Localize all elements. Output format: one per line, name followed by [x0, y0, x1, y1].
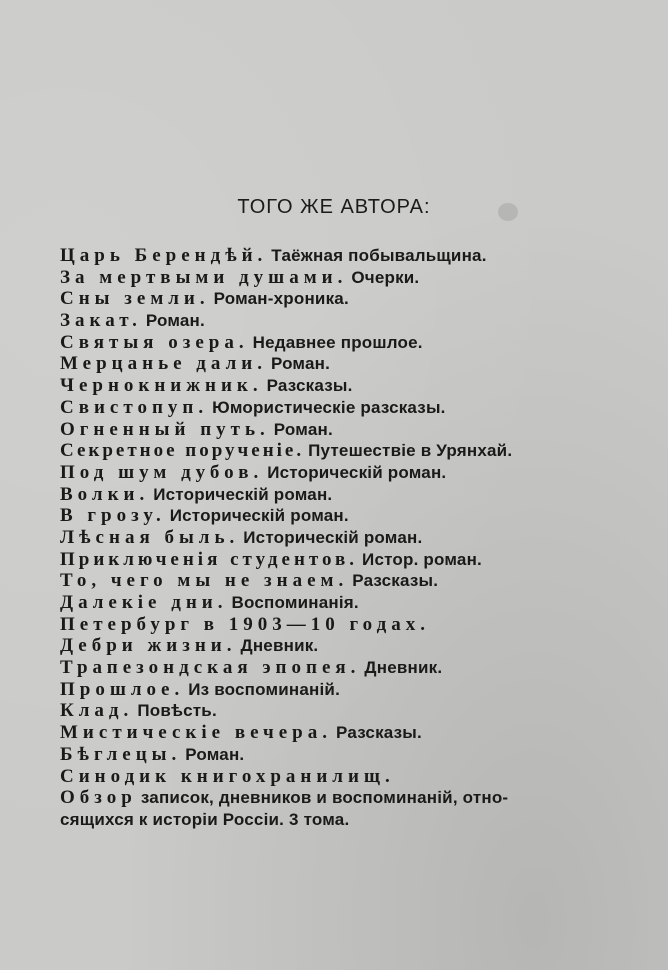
work-description: Роман. — [145, 311, 205, 331]
work-title: Обзор — [60, 787, 137, 809]
work-title: То, чего мы не знаем. — [60, 570, 349, 592]
list-item — [60, 484, 660, 506]
work-title: Царь Берендѣй. — [60, 245, 268, 266]
list-item — [60, 267, 660, 289]
list-item — [60, 614, 660, 636]
work-description: Историческій роман. — [267, 462, 447, 482]
work-title: Петербург в 1903—10 годах. — [60, 613, 430, 635]
work-description: Дневник. — [240, 636, 319, 656]
list-item — [60, 310, 660, 332]
page-heading: ТОГО ЖЕ АВТОРА: — [237, 196, 431, 218]
work-description: Истор. роман. — [362, 549, 482, 569]
work-title: Мерцанье дали. — [60, 353, 267, 375]
list-item-continuation — [60, 809, 660, 831]
work-description: Роман. — [185, 744, 245, 764]
list-item — [60, 245, 660, 267]
work-description: Таёжная побывальщина. — [271, 246, 487, 265]
list-item — [60, 549, 660, 571]
list-item — [60, 679, 660, 701]
list-item — [60, 657, 660, 679]
list-item — [60, 375, 660, 397]
work-description: Роман. — [270, 354, 331, 374]
work-title: Приключенія студентов. — [60, 548, 359, 570]
work-description: Путешествіе в Урянхай. — [308, 441, 513, 461]
list-item — [60, 440, 660, 462]
work-title: В грозу. — [60, 505, 166, 527]
work-title: Синодик книгохранилищ. — [60, 765, 395, 787]
work-description: Очерки. — [351, 267, 420, 287]
list-item — [60, 419, 660, 441]
work-title: Клад. — [60, 700, 134, 722]
work-title: Закат. — [60, 310, 142, 332]
work-description: Юмористическіе разсказы. — [212, 397, 446, 417]
work-description: Разсказы. — [336, 723, 422, 743]
work-description: Дневник. — [364, 658, 443, 678]
list-item — [60, 527, 660, 549]
work-title: Чернокнижник. — [60, 375, 263, 397]
list-item — [60, 462, 660, 484]
work-description: Повѣсть. — [137, 701, 217, 721]
work-description: Роман. — [273, 419, 333, 439]
work-description: Разсказы. — [352, 571, 439, 591]
work-description: Роман-хроника. — [213, 289, 349, 309]
work-title: Трапезондская эпопея. — [60, 657, 361, 679]
work-description: записок, дневников и воспоминаній, отно- — [140, 788, 509, 808]
work-title: Прошлое. — [60, 678, 185, 700]
list-item — [60, 635, 660, 657]
work-title: Сны земли. — [60, 288, 210, 310]
work-description: Историческій роман. — [243, 527, 423, 547]
work-title: Далекіе дни. — [60, 592, 228, 613]
work-title: Дебри жизни. — [60, 635, 237, 657]
list-item — [60, 570, 660, 592]
list-item — [60, 766, 660, 788]
works-list — [60, 245, 660, 831]
work-description: Историческій роман. — [153, 484, 333, 504]
work-title: Под шум дубов. — [60, 461, 264, 483]
work-title: Святыя озера. — [60, 331, 249, 353]
work-title: Лѣсная быль. — [60, 526, 240, 548]
work-title: Секретное порученіе. — [60, 440, 305, 462]
list-item — [60, 288, 660, 310]
list-item — [60, 353, 660, 375]
work-title: Свистопуп. — [60, 396, 209, 418]
work-description: Воспоминанія. — [231, 593, 359, 612]
work-title: Бѣглецы. — [60, 743, 182, 765]
work-title: Мистическіе вечера. — [60, 722, 333, 744]
list-item — [60, 397, 660, 419]
work-description: Из воспоминаній. — [188, 679, 341, 699]
list-item — [60, 787, 660, 809]
work-title: За мертвыми душами. — [60, 266, 348, 288]
work-title: Огненный путь. — [60, 418, 270, 440]
list-item — [60, 505, 660, 527]
list-item — [60, 332, 660, 354]
work-description-continuation: сящихся к исторіи Россіи. 3 тома. — [60, 809, 350, 829]
work-title: Волки. — [60, 483, 150, 505]
list-item — [60, 744, 660, 766]
list-item — [60, 722, 660, 744]
work-description: Разсказы. — [266, 376, 353, 396]
list-item — [60, 700, 660, 722]
work-description: Историческій роман. — [169, 506, 349, 526]
work-description: Недавнее прошлое. — [252, 332, 423, 352]
list-item — [60, 592, 660, 614]
